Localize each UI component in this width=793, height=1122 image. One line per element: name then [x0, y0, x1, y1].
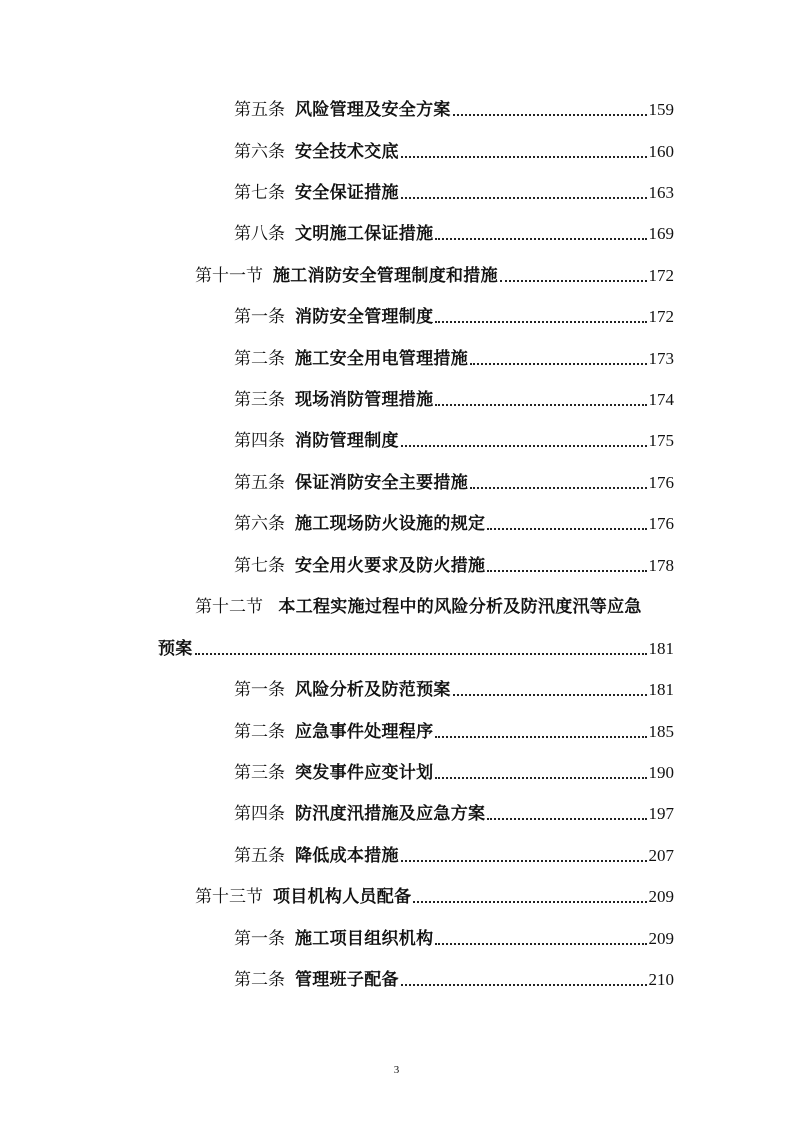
dot-leader [470, 485, 647, 489]
toc-entry-page: 159 [648, 100, 674, 119]
toc-entry-title: 施工消防安全管理制度和措施 [273, 266, 498, 286]
toc-entry-number: 第五条 [234, 100, 285, 120]
dot-leader [401, 858, 647, 862]
dot-leader [195, 651, 647, 655]
toc-entry-number: 第一条 [234, 929, 285, 949]
toc-entry-title: 项目机构人员配备 [273, 887, 412, 907]
toc-entry[interactable] [234, 389, 674, 411]
dot-leader [435, 402, 646, 406]
dot-leader [487, 526, 646, 530]
toc-entry-title: 消防安全管理制度 [295, 307, 434, 327]
toc-entry-page: 176 [648, 473, 674, 492]
toc-entry[interactable] [234, 762, 674, 784]
toc-entry-title: 现场消防管理措施 [295, 390, 434, 410]
toc-entry-title: 本工程实施过程中的风险分析及防汛度汛等应急 [278, 597, 642, 617]
toc-entry-number: 第十二节 [195, 597, 263, 617]
toc-section-entry-line1[interactable] [195, 596, 642, 618]
toc-entry-page: 207 [648, 846, 674, 865]
toc-entry-title: 安全用火要求及防火措施 [295, 556, 486, 576]
toc-entry-page: 190 [648, 763, 674, 782]
toc-entry-title: 突发事件应变计划 [295, 763, 434, 783]
dot-leader [435, 734, 646, 738]
toc-entry[interactable] [234, 430, 674, 452]
toc-entry-page: 172 [648, 266, 674, 285]
toc-entry-page: 169 [648, 224, 674, 243]
dot-leader [435, 941, 646, 945]
toc-entry-number: 第三条 [234, 390, 285, 410]
toc-entry-number: 第十一节 [195, 266, 263, 286]
toc-entry-page: 181 [648, 639, 674, 658]
toc-entry[interactable] [234, 845, 674, 867]
toc-entry[interactable] [234, 348, 674, 370]
toc-entry-title: 文明施工保证措施 [295, 224, 434, 244]
toc-entry-number: 第四条 [234, 804, 285, 824]
toc-entry-number: 第七条 [234, 183, 285, 203]
toc-entry[interactable] [234, 928, 674, 950]
dot-leader [401, 443, 647, 447]
dot-leader [500, 278, 647, 282]
toc-entry-page: 160 [648, 142, 674, 161]
toc-entry-title: 施工项目组织机构 [295, 929, 434, 949]
footer-page-number: 3 [393, 1064, 400, 1076]
toc-entry-number: 第八条 [234, 224, 285, 244]
toc-entry-title: 防汛度汛措施及应急方案 [295, 804, 486, 824]
toc-entry-title: 施工现场防火设施的规定 [295, 514, 486, 534]
dot-leader [453, 692, 647, 696]
toc-entry-title: 安全技术交底 [295, 142, 399, 162]
toc-entry-number: 第一条 [234, 680, 285, 700]
toc-entry-page: 185 [648, 722, 674, 741]
toc-entry-page: 163 [648, 183, 674, 202]
toc-entry-title: 管理班子配备 [295, 970, 399, 990]
dot-leader [470, 361, 647, 365]
toc-entry-page: 210 [648, 970, 674, 989]
toc-entry-page: 181 [648, 680, 674, 699]
dot-leader [401, 195, 647, 199]
toc-entry[interactable] [234, 969, 674, 991]
toc-entry[interactable] [234, 721, 674, 743]
toc-entry[interactable] [234, 223, 674, 245]
toc-entry-title: 安全保证措施 [295, 183, 399, 203]
toc-entry-title: 保证消防安全主要措施 [295, 473, 468, 493]
dot-leader [487, 568, 646, 572]
toc-section-entry[interactable] [195, 265, 674, 287]
toc-entry-page: 173 [648, 349, 674, 368]
dot-leader [435, 236, 646, 240]
dot-leader [435, 775, 646, 779]
toc-entry-number: 第六条 [234, 514, 285, 534]
toc-entry-page: 209 [648, 887, 674, 906]
toc-entry-title-continued: 预案 [158, 639, 193, 659]
toc-entry-number: 第七条 [234, 556, 285, 576]
toc-section-entry-line2[interactable] [158, 638, 674, 660]
toc-entry-page: 209 [648, 929, 674, 948]
dot-leader [453, 112, 647, 116]
toc-entry[interactable] [234, 679, 674, 701]
toc-entry-number: 第六条 [234, 142, 285, 162]
toc-entry-number: 第二条 [234, 349, 285, 369]
toc-entry-page: 178 [648, 556, 674, 575]
toc-entry[interactable] [234, 182, 674, 204]
toc-entry-title: 降低成本措施 [295, 846, 399, 866]
dot-leader [435, 319, 646, 323]
dot-leader [401, 154, 647, 158]
toc-entry-title: 风险分析及防范预案 [295, 680, 451, 700]
dot-leader [413, 899, 646, 903]
toc-entry[interactable] [234, 555, 674, 577]
toc-entry[interactable] [234, 513, 674, 535]
toc-entry-number: 第二条 [234, 722, 285, 742]
dot-leader [487, 816, 646, 820]
dot-leader [401, 982, 647, 986]
toc-entry-number: 第五条 [234, 846, 285, 866]
toc-entry[interactable] [234, 306, 674, 328]
toc-entry-number: 第五条 [234, 473, 285, 493]
toc-entry-title: 风险管理及安全方案 [295, 100, 451, 120]
toc-entry-page: 176 [648, 514, 674, 533]
toc-entry-number: 第四条 [234, 431, 285, 451]
toc-entry[interactable] [234, 141, 674, 163]
toc-entry-page: 172 [648, 307, 674, 326]
toc-entry-page: 175 [648, 431, 674, 450]
toc-entry[interactable] [234, 472, 674, 494]
toc-entry-title: 消防管理制度 [295, 431, 399, 451]
toc-entry[interactable] [234, 99, 674, 121]
toc-entry-page: 174 [648, 390, 674, 409]
toc-section-entry[interactable] [195, 886, 674, 908]
toc-entry-page: 197 [648, 804, 674, 823]
toc-entry-number: 第一条 [234, 307, 285, 327]
toc-entry[interactable] [234, 803, 674, 825]
toc-entry-number: 第三条 [234, 763, 285, 783]
toc-entry-title: 施工安全用电管理措施 [295, 349, 468, 369]
toc-entry-number: 第二条 [234, 970, 285, 990]
toc-entry-title: 应急事件处理程序 [295, 722, 434, 742]
toc-entry-number: 第十三节 [195, 887, 263, 907]
